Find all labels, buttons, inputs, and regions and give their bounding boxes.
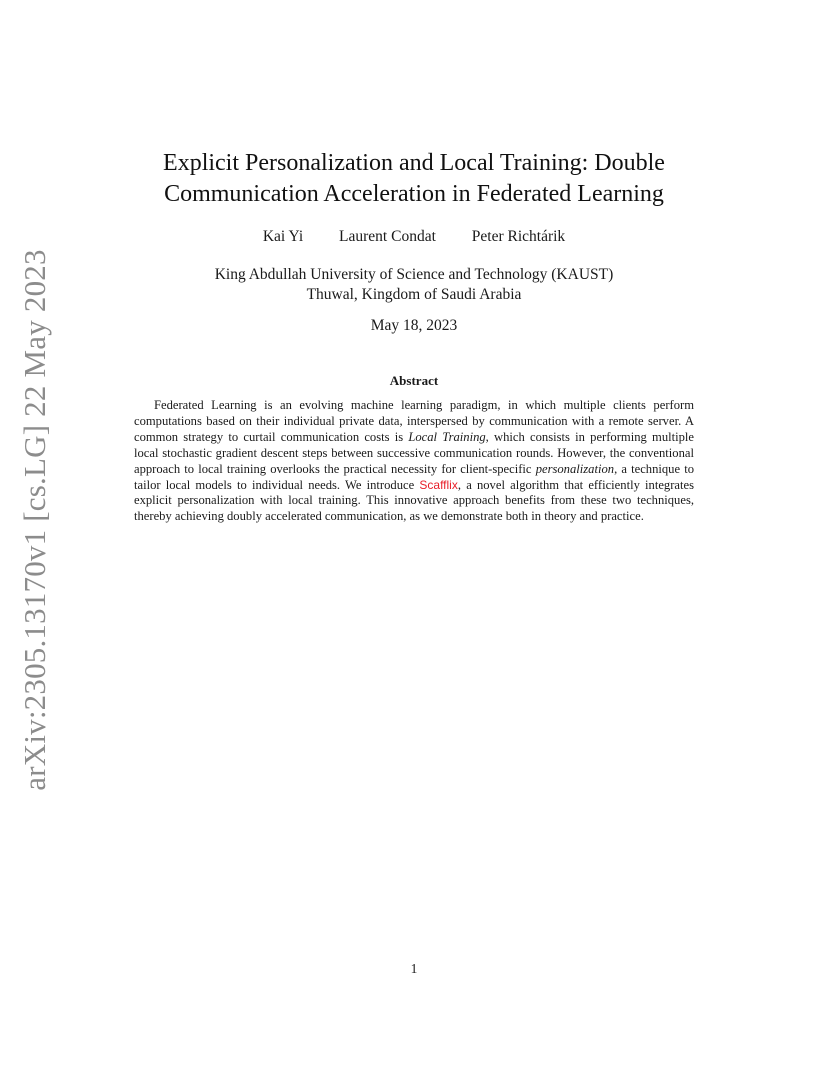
author-name: Kai Yi [262,228,304,245]
author-list [0,228,828,246]
author-name: Laurent Condat [339,228,436,245]
abstract-text-segment: , a technique to tailor local models to individual needs. We introduce [134,461,695,492]
abstract-text-segment: Federated Learning is an evolving machine learning paradigm, in which multiple clients perform computations based on their individual private data, interspersed by communication with a remote server. A common strategy to curtail communication costs is [134,398,694,444]
paper-title-line-2: Communication Acceleration in Federated Learning [164,181,664,207]
abstract-term-personalization: personalization [535,461,615,476]
author-name: Peter Richtárik [471,228,566,245]
affiliation-institution: King Abdullah University of Science and Technology (KAUST) [214,266,614,283]
abstract-term-local-training: Local Training [408,429,486,444]
page-number: 1 [410,961,418,976]
arxiv-identifier-stamp: arXiv:2305.13170v1 [cs.LG] 22 May 2023 [17,249,52,791]
paper-title-line-1: Explicit Personalization and Local Training: Double [163,150,665,176]
affiliation [0,265,828,305]
abstract-text-segment: , which consists in performing multiple local stochastic gradient descent steps between successive communication rounds. However, the conventional approach to local training overlooks the practical necessity for client-specific [134,429,694,476]
paper-date: May 18, 2023 [370,317,458,334]
affiliation-location: Thuwal, Kingdom of Saudi Arabia [306,286,522,303]
abstract-heading: Abstract [389,373,439,388]
algorithm-name-link[interactable]: Scafflix [419,477,458,492]
abstract-body [134,398,694,525]
paper-title [0,148,828,210]
abstract-text-segment: , a novel algorithm that efficiently integrates explicit personalization with local training. This innovative approach benefits from these two techniques, thereby achieving doubly accelerated communication, as we demonstrate both in theory and practice. [134,477,694,524]
